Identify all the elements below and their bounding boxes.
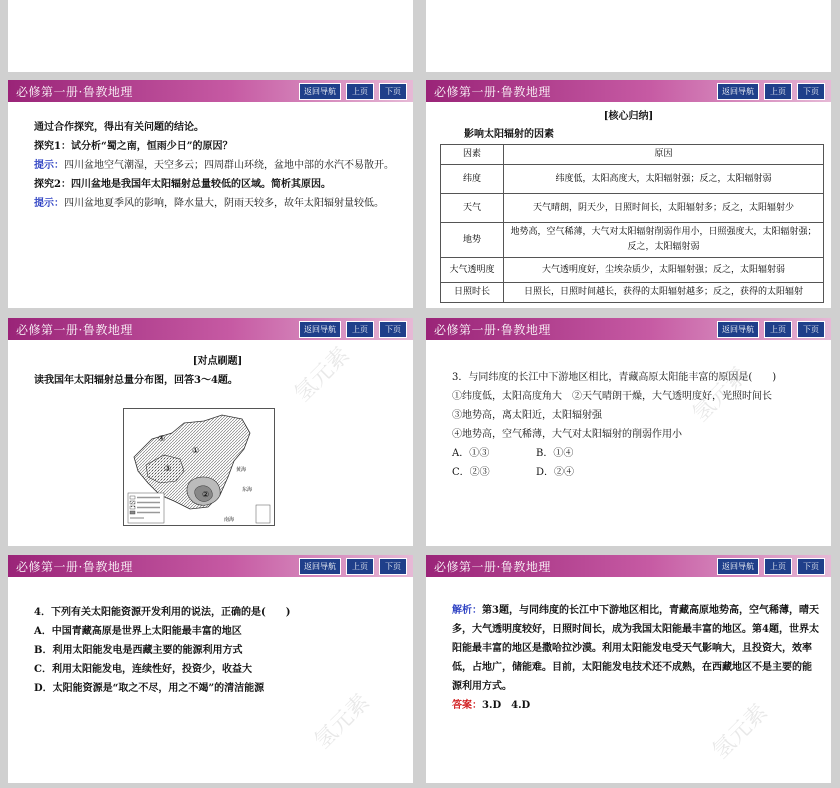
choice-d: D．②④ [536,467,575,478]
watermark: 氢元素 [708,699,773,765]
answer-2-text: 四川盆地夏季风的影响，降水量大，阴雨天较多，故年太阳辐射量较低。 [64,198,384,209]
next-page-button[interactable]: 下页 [379,321,407,338]
intro-text: 通过合作探究，得出有关问题的结论。 [34,122,204,133]
factor-cell: 纬度 [441,165,504,194]
course-title: 必修第一册·鲁教地理 [434,84,551,99]
answer-1-text: 四川盆地空气潮湿，天空多云；四周群山环绕，盆地中部的水汽不易散开。 [64,160,394,171]
slide-header [8,555,413,577]
answer-line [452,696,819,715]
next-page-button[interactable]: 下页 [379,558,407,575]
course-title: 必修第一册·鲁教地理 [16,84,133,99]
back-to-nav-button[interactable]: 返回导航 [299,83,341,100]
next-page-button[interactable]: 下页 [379,83,407,100]
explanation-label: 解析： [452,605,482,616]
course-title: 必修第一册·鲁教地理 [434,559,551,574]
question-1: 探究1：试分析“蜀之南，恒雨少日”的原因？ [34,141,233,152]
answer-value: 3.D 4.D [482,700,531,711]
nav-buttons [299,558,413,575]
slide-explanation [426,555,831,783]
watermark: 氢元素 [290,342,355,408]
course-title: 必修第一册·鲁教地理 [16,322,133,337]
hint-label: 提示： [34,160,64,171]
choice-c: C．②③ [452,467,490,478]
factor-cell: 地势 [441,223,504,258]
prev-page-button[interactable]: 上页 [764,558,792,575]
course-title: 必修第一册·鲁教地理 [434,322,551,337]
back-to-nav-button[interactable]: 返回导航 [717,321,759,338]
map-prompt: 读我国年太阳辐射总量分布图，回答3～4题。 [34,375,238,386]
region-label-1: ① [192,446,200,455]
table-row [441,258,824,283]
prev-page-button[interactable]: 上页 [346,558,374,575]
nav-buttons [299,83,413,100]
factor-cell: 大气透明度 [441,258,504,283]
prev-page-button[interactable]: 上页 [346,83,374,100]
table-row [441,165,824,194]
next-page-button[interactable]: 下页 [797,83,825,100]
course-title: 必修第一册·鲁教地理 [16,559,133,574]
slide-map-question [8,318,413,546]
reason-cell: 纬度低，太阳高度大，太阳辐射强；反之，太阳辐射弱 [504,165,824,194]
slide-header [8,80,413,102]
answer-option: D．太阳能资源是“取之不尽，用之不竭”的清洁能源 [34,683,265,694]
column-header: 原因 [504,145,824,165]
table-header-row [441,145,824,165]
nav-buttons [299,321,413,338]
factors-table [440,144,824,303]
back-to-nav-button[interactable]: 返回导航 [299,321,341,338]
choice-b: B．①④ [536,448,574,459]
sea-label: 东海 [242,487,253,493]
next-page-button[interactable]: 下页 [797,558,825,575]
explanation-text: 第3题，与同纬度的长江中下游地区相比，青藏高原地势高，空气稀薄，晴天多，大气透明度较好，日照时间长，成为我国太阳能最丰富的地区。第4题，世界太阳能最丰富的地区是撒哈拉沙漠。利用太阳能发电受天气影响大，且投资大，效率低，占地广，储能难。目前，太阳能发电技术还不成熟，在西藏地区不是主要的能源利用方式。 [452,605,819,692]
section-heading: [对点刷题] [192,356,243,367]
slide-2-partial [426,0,831,72]
slide-header [8,318,413,340]
question-2: 探究2：四川盆地是我国年太阳辐射总量较低的区域。简析其原因。 [34,179,331,190]
slide-header [426,318,831,340]
map-graphic [124,409,274,525]
nav-buttons [717,321,831,338]
prev-page-button[interactable]: 上页 [764,321,792,338]
choice-row [452,444,819,463]
question-stem: 3．与同纬度的长江中下游地区相比，青藏高原太阳能丰富的原因是( ) [452,372,777,383]
slide-1-partial [8,0,413,72]
watermark: 氢元素 [310,689,375,755]
prev-page-button[interactable]: 上页 [764,83,792,100]
reason-cell: 日照长，日照时间越长，获得的太阳辐射越多；反之，获得的太阳辐射 [504,283,824,303]
choice-a: A．①③ [452,448,490,459]
answer-option: C．利用太阳能发电，连续性好，投资少，收益大 [34,664,252,675]
china-solar-radiation-map [123,408,275,526]
answer-label: 答案： [452,700,482,711]
statement-option: ③地势高，离太阳近，太阳辐射强 [452,410,602,421]
back-to-nav-button[interactable]: 返回导航 [299,558,341,575]
reason-cell: 天气晴朗，阴天少，日照时间长，太阳辐射多；反之，太阳辐射少 [504,194,824,223]
sea-label: 黄海 [236,467,247,473]
answer-option: B．利用太阳能发电是西藏主要的能源利用方式 [34,645,243,656]
factor-cell: 日照时长 [441,283,504,303]
region-label-2: ② [202,490,210,499]
table-row [441,194,824,223]
explanation-paragraph [452,601,819,696]
answer-1 [34,156,401,175]
sea-label: 南海 [224,517,235,523]
reason-cell: 大气透明度好，尘埃杂质少，太阳辐射强；反之，太阳辐射弱 [504,258,824,283]
column-header: 因素 [441,145,504,165]
slide-header [426,555,831,577]
back-to-nav-button[interactable]: 返回导航 [717,83,759,100]
region-label-3: ③ [164,464,172,473]
section-heading: [核心归纳] [603,111,654,122]
reason-cell: 地势高，空气稀薄，大气对太阳辐射削弱作用小，日照强度大，太阳辐射强；反之，太阳辐射弱 [504,223,824,258]
region-label-4: ④ [158,434,166,443]
nav-buttons [717,558,831,575]
next-page-button[interactable]: 下页 [797,321,825,338]
statement-option: ④地势高，空气稀薄，大气对太阳辐射的削弱作用小 [452,429,682,440]
slide-question-3 [426,318,831,546]
nav-buttons [717,83,831,100]
factor-cell: 天气 [441,194,504,223]
back-to-nav-button[interactable]: 返回导航 [717,558,759,575]
slide-factors-table [426,80,831,308]
table-row [441,223,824,258]
answer-option: A．中国青藏高原是世界上太阳能最丰富的地区 [34,626,242,637]
table-title: 影响太阳辐射的因素 [464,129,554,140]
table-row [441,283,824,303]
question-stem: 4．下列有关太阳能资源开发利用的说法，正确的是( ) [34,607,291,618]
prev-page-button[interactable]: 上页 [346,321,374,338]
choice-row [452,463,819,482]
slide-question-4 [8,555,413,783]
answer-2 [34,194,401,213]
watermark: 氢元素 [688,362,753,428]
slide-header [426,80,831,102]
hint-label: 提示： [34,198,64,209]
slide-explore [8,80,413,308]
statement-option: ①纬度低，太阳高度角大 ②天气晴朗干燥，大气透明度好，光照时间长 [452,391,772,402]
